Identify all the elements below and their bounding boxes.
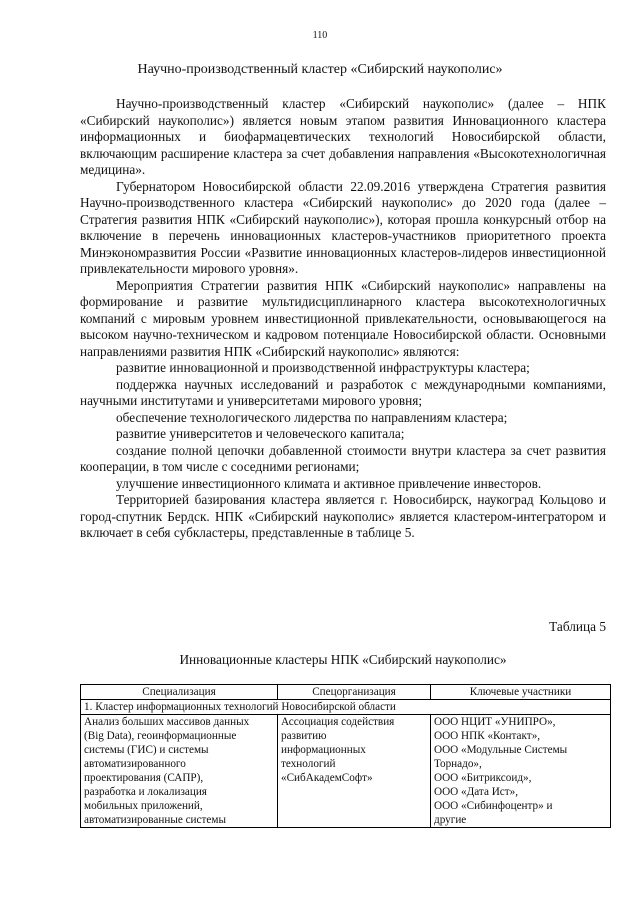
list-item: развитие инновационной и производственной инфраструктуры кластера; [116, 360, 530, 375]
list-item: обеспечение технологического лидерства по направлениям кластера; [116, 409, 508, 425]
table-header-row [81, 685, 611, 700]
table-section-row [81, 700, 611, 715]
cell-line: развитию [281, 730, 327, 742]
participants-cell [431, 715, 611, 828]
paragraph: Мероприятия Стратегии развития НПК «Сибирский наукополис» направлены на формирование и развитие мультидисциплинарного кластера высокотехнологичных компаний с мировым уровнем инвестиционной привлекательности, основывающегося на высоком научно-техническом и кадровом потенциале Новосибирской области. Основными направлениями развития НПК «Сибирский наукополис» являются: [80, 277, 606, 359]
cell-line: другие [434, 814, 467, 826]
cell-line: Торнадо», [434, 758, 482, 770]
list-item: развитие университетов и человеческого капитала; [116, 426, 405, 441]
organization-cell [278, 715, 431, 828]
cell-line: разработка и локализация [84, 786, 207, 798]
cell-line: ООО «Сибинфоцентр» и [434, 800, 553, 812]
list-item: создание полной цепочки добавленной стоимости внутри кластера за счет развития кооперации, в том числе с соседними регионами; [80, 442, 606, 474]
table-title: Инновационные кластеры НПК «Сибирский наукополис» [179, 652, 507, 667]
table-row [81, 715, 611, 828]
cell-line: ООО «Дата Ист», [434, 786, 519, 798]
cell-line: автоматизированные системы [84, 814, 226, 826]
page-number: 110 [312, 30, 328, 41]
paragraph: Территорией базирования кластера является г. Новосибирск, наукоград Кольцово и город-спутник Бердск. НПК «Сибирский наукополис» является кластером-интегратором и включает в себя субкластеры, представленные в таблице 5. [80, 492, 606, 540]
cell-line: Анализ больших массивов данных [84, 716, 250, 728]
column-header: Ключевые участники [431, 685, 611, 700]
cell-line: ООО «Битриксоид», [434, 772, 532, 784]
cell-line: автоматизированного [84, 758, 186, 770]
cell-line: проектирования (САПР), [84, 772, 204, 784]
cell-line: информационных [281, 744, 366, 756]
paragraph: Научно-производственный кластер «Сибирский наукополис» (далее – НПК «Сибирский наукополис») является новым этапом развития Инновационного кластера информационных и биофармацевтических технологий Новосибирской области, включающим расширение кластера за счет добавления направления «Высокотехнологичная медицина». [80, 96, 606, 177]
table-label: Таблица 5 [549, 619, 606, 634]
cell-line: технологий [281, 758, 336, 770]
list-item: улучшение инвестиционного климата и активное привлечение инвесторов. [116, 475, 542, 491]
cell-line: Ассоциация содействия [281, 716, 395, 728]
clusters-table [80, 684, 611, 828]
cell-line: мобильных приложений, [84, 800, 203, 812]
section-title: Научно-производственный кластер «Сибирский наукополис» [137, 62, 503, 77]
specialization-cell [81, 715, 278, 828]
column-header: Спецорганизация [278, 685, 431, 700]
cell-line: ООО НЦИТ «УНИПРО», [434, 716, 556, 728]
body-text [80, 96, 606, 542]
cell-line: (Big Data), геоинформационные [84, 730, 237, 742]
cell-line: ООО «Модульные Системы [434, 744, 568, 756]
cell-line: системы (ГИС) и системы [84, 744, 209, 756]
list-item: поддержка научных исследований и разработок с международными компаниями, научными институтами и университетами мирового уровня; [80, 376, 606, 408]
cell-line: «СибАкадемСофт» [281, 772, 373, 784]
section-cell: 1. Кластер информационных технологий Новосибирской области [81, 700, 611, 715]
paragraph: Губернатором Новосибирской области 22.09.2016 утверждена Стратегия развития Научно-производственного кластера «Сибирский наукополис» до 2020 года (далее – Стратегия развития НПК «Сибирский наукополис»), которая прошла конкурсный отбор на включение в перечень инновационных кластеров-участников приоритетного проекта Минэкономразвития России «Развитие инновационных кластеров-лидеров инвестиционной привлекательности мирового уровня». [80, 178, 606, 276]
cell-line: ООО НПК «Контакт», [434, 730, 541, 742]
column-header: Специализация [81, 685, 278, 700]
